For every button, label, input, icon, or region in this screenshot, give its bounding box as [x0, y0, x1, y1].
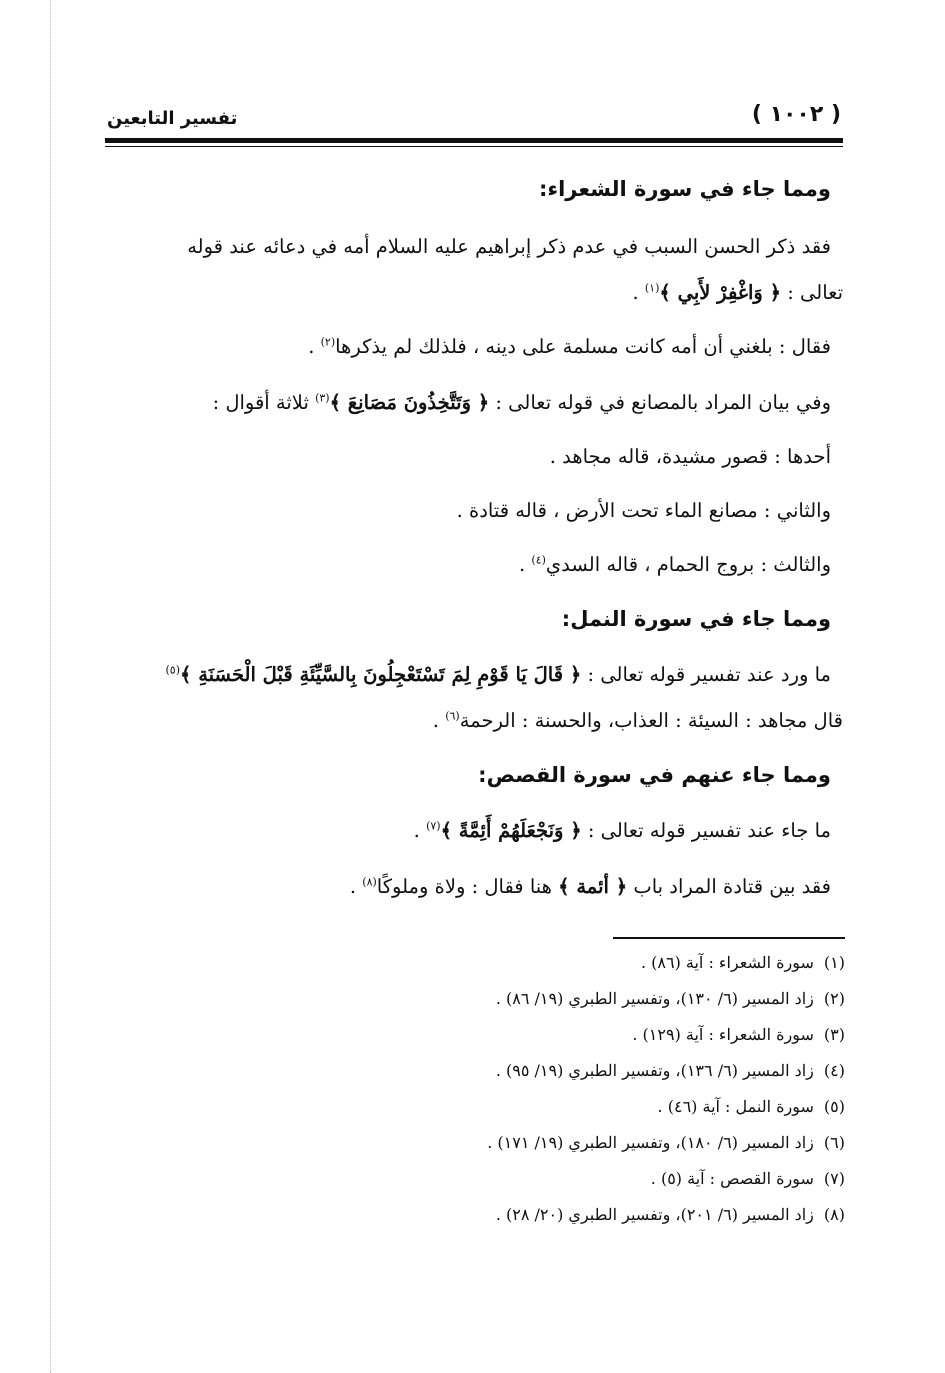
quran-verse: ﴿ وَنَجْعَلَهُمْ أَئِمَّةً ﴾ — [440, 819, 582, 842]
section-heading-shuara: ومما جاء في سورة الشعراء: — [538, 177, 831, 201]
text-run: فقال : بلغني أن أمه كانت مسلمة على دينه ، فلذلك لم يذكرها — [335, 335, 831, 358]
text-run: تعالى : — [781, 281, 843, 304]
footnote-item — [641, 950, 845, 976]
footnote-number: (٧) — [823, 1169, 845, 1188]
running-book-title: تفسير التابعين — [107, 108, 238, 129]
footnote-number: (٨) — [823, 1205, 845, 1224]
footnote-number: (١) — [823, 953, 845, 972]
footnote-item — [496, 986, 845, 1012]
text-run: . — [308, 335, 321, 358]
footnote-number: (٤) — [823, 1061, 845, 1080]
section-heading-qasas: ومما جاء عنهم في سورة القصص: — [478, 763, 831, 787]
text-run: . — [632, 281, 645, 304]
footnote-text: زاد المسير (٦/ ١٣٦)، وتفسير الطبري (١٩/ ٩٥) . — [495, 1061, 814, 1080]
footnote-item — [487, 1130, 845, 1156]
text-run: . — [349, 875, 363, 898]
text-run: ما جاء عند تفسير قوله تعالى : — [581, 819, 831, 842]
header-rule-thick — [105, 138, 843, 143]
text-run: . — [518, 553, 532, 576]
paragraph-line — [213, 388, 831, 418]
quran-verse: ﴿ وَاغْفِرْ لأَبِي ﴾ — [659, 281, 782, 304]
footnote-text: سورة الشعراء : آية (٨٦) . — [640, 953, 814, 972]
paragraph-line: فقد ذكر الحسن السبب في عدم ذكر إبراهيم عليه السلام أمه في دعائه عند قوله — [187, 235, 831, 258]
footnote-ref: (٣) — [315, 391, 330, 405]
footnote-item — [651, 1166, 845, 1192]
footnote-ref: (١) — [644, 281, 660, 295]
text-run: ثلاثة أقوال : — [212, 391, 316, 414]
section-heading-naml: ومما جاء في سورة النمل: — [561, 607, 831, 631]
paragraph-line: أحدها : قصور مشيدة، قاله مجاهد . — [549, 445, 831, 468]
paragraph-line — [433, 706, 843, 736]
footnote-ref: (٢) — [320, 335, 336, 349]
footnote-item — [496, 1058, 845, 1084]
header-rule-thin — [105, 146, 843, 147]
footnote-number: (٦) — [823, 1133, 845, 1152]
page-header — [105, 98, 843, 138]
footnote-ref: (٦) — [445, 709, 460, 723]
scan-edge-dots — [50, 0, 52, 1373]
footnote-text: سورة القصص : آية (٥) . — [650, 1169, 814, 1188]
page-number: ( ١٠٠٢ ) — [751, 102, 841, 127]
paragraph-line: والثاني : مصانع الماء تحت الأرض ، قاله قتادة . — [456, 499, 831, 522]
footnote-ref: (٨) — [362, 875, 377, 889]
footnote-text: سورة النمل : آية (٤٦) . — [657, 1097, 814, 1116]
paragraph-line — [414, 816, 831, 846]
quran-verse: ﴿ قَالَ يَا قَوْمِ لِمَ تَسْتَعْجِلُونَ بِالسَّيِّئَةِ قَبْلَ الْحَسَنَةِ ﴾ — [180, 663, 582, 686]
paragraph-line — [165, 660, 831, 690]
text-run: . — [432, 709, 446, 732]
footnote-number: (٣) — [823, 1025, 845, 1044]
paragraph-line — [632, 278, 843, 308]
footnote-text: زاد المسير (٦/ ١٨٠)، وتفسير الطبري (١٩/ ١٧١) . — [487, 1133, 814, 1152]
quran-verse: ﴿ وَتَتَّخِذُونَ مَصَانِعَ ﴾ — [329, 391, 490, 414]
footnote-text: زاد المسير (٦/ ١٣٠)، وتفسير الطبري (١٩/ ٨٦) . — [495, 989, 814, 1008]
text-run: هنا فقال : ولاة وملوكًا — [376, 875, 559, 898]
text-run: والثالث : بروج الحمام ، قاله السدي — [545, 553, 831, 576]
paragraph-line — [308, 332, 831, 362]
footnote-item — [496, 1202, 845, 1228]
quran-verse: ﴿ أئمة ﴾ — [558, 875, 628, 898]
footnote-ref: (٧) — [426, 819, 441, 833]
footnote-separator — [613, 937, 845, 939]
footnote-item — [658, 1094, 845, 1120]
footnote-ref: (٤) — [531, 553, 546, 567]
text-run: . — [413, 819, 427, 842]
text-run: ما ورد عند تفسير قوله تعالى : — [581, 663, 831, 686]
footnote-ref: (٥) — [165, 663, 180, 677]
text-run: فقد بين قتادة المراد باب — [627, 875, 831, 898]
paragraph-line — [350, 872, 831, 902]
footnote-text: زاد المسير (٦/ ٢٠١)، وتفسير الطبري (٢٠/ ٢٨) . — [495, 1205, 814, 1224]
text-run: قال مجاهد : السيئة : العذاب، والحسنة : الرحمة — [459, 709, 843, 732]
footnote-text: سورة الشعراء : آية (١٢٩) . — [632, 1025, 814, 1044]
text-run: وفي بيان المراد بالمصانع في قوله تعالى : — [489, 391, 831, 414]
paragraph-line — [519, 550, 831, 580]
footnote-number: (٢) — [823, 989, 845, 1008]
footnote-number: (٥) — [823, 1097, 845, 1116]
footnote-item — [632, 1022, 845, 1048]
